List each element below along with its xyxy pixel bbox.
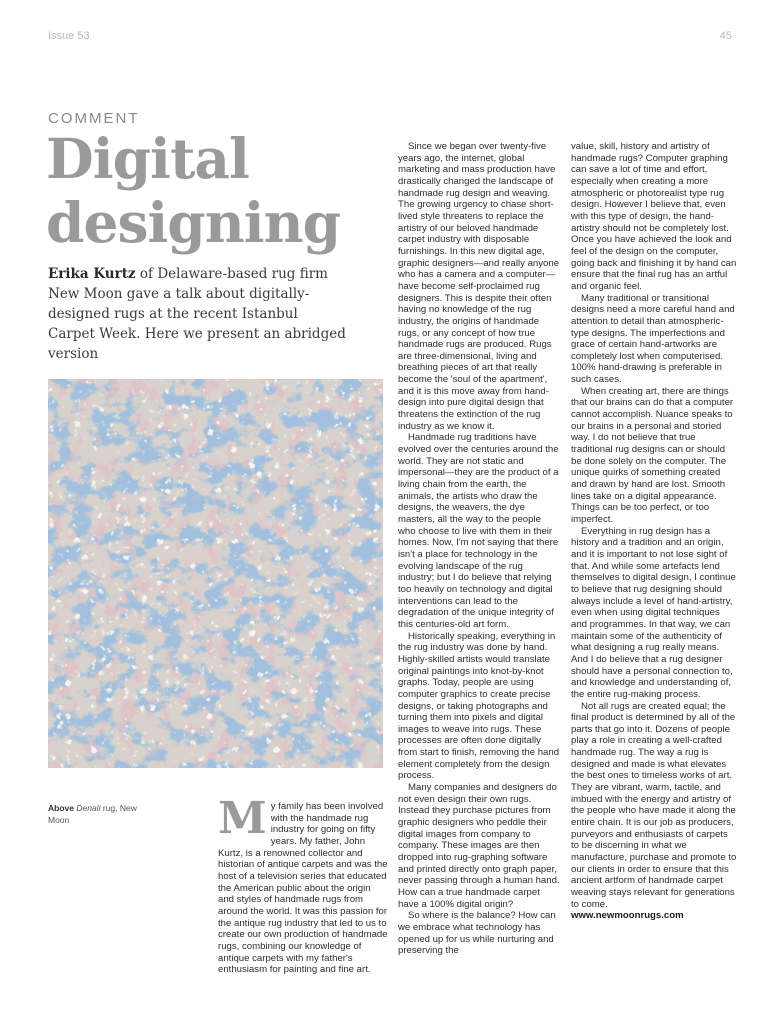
paragraph: So where is the balance? How can we embrace what technology has opened up for us while nurturing and preserving the bbox=[398, 910, 556, 957]
rug-photo bbox=[48, 379, 383, 768]
caption-text: rug, New Moon bbox=[48, 803, 137, 825]
website-link[interactable]: www.newmoonrugs.com bbox=[571, 910, 684, 922]
issue-number: Issue 53 bbox=[48, 30, 90, 42]
body-column-1 bbox=[218, 793, 388, 976]
headline-line-2: designing bbox=[46, 190, 341, 255]
caption-label: Above bbox=[48, 803, 74, 813]
rug-image bbox=[48, 379, 383, 768]
headline bbox=[46, 127, 340, 255]
paragraph: Historically speaking, everything in the rug industry was done by hand. Highly-skilled artists would translate original paintings into knot-by-knot graphs. Today, people are using computer graphics to create precise designs, or taking photographs and turning them into pixels and digital images to weave into rugs. These processes are often done digitally from start to finish, removing the hand element completely from the design process. bbox=[398, 630, 560, 782]
drop-cap: M bbox=[218, 793, 267, 844]
paragraph: Many companies and designers do not even design their own rugs. Instead they purchase pictures from graphic designers who peddle their digital images from company to company. These images are then dropped into rug-graphing software and printed directly onto graph paper, never passing through a human hand. How can a true handmade carpet have a 100% digital origin? bbox=[398, 782, 560, 910]
standfirst-text: of Delaware-based rug firm New Moon gave a talk about digitally-designed rugs at the recent Istanbul Carpet Week. Here we present an abridged version bbox=[48, 266, 346, 362]
headline-line-1: Digital bbox=[46, 126, 249, 191]
paragraph: Everything in rug design has a history and a tradition and an origin, and it is important to not lose sight of that. And while some artefacts lend themselves to digital design, I continue to believe that rug designing should always include a level of hand-artistry, even when using digital techniques and programmes. In that way, we can maintain some of the authenticity of what designing a rug really means. And I do believe that a rug designer should have a personal connection to, and knowledge and understanding of, the entire rug-making process. bbox=[571, 525, 736, 700]
paragraph: Many traditional or transitional designs need a more careful hand and attention to detail than atmospheric-type designs. The imperfections and grace of certain hand-artworks are completely lost when computerised. 100% hand-drawing is preferable in such cases. bbox=[571, 292, 735, 386]
paragraph: y family has been involved with the handmade rug industry for going on fifty years. My father, John Kurtz, is a renowned collector and historian of antique carpets and was the host of a television series that educated the American public about the origin and styles of handmade rugs from around the world. It was this passion for the antique rug industry that led to us to create our own production of handmade rugs, combining our knowledge of antique carpets with my father's enthusiasm for painting and fine art. bbox=[218, 801, 388, 976]
body-column-2 bbox=[398, 141, 561, 957]
paragraph: Handmade rug traditions have evolved over the centuries around the world. They are not static and impersonal—they are the product of a living chain from the earth, the animals, the artists who draw the designs, the weavers, the dye masters, all the way to the people who choose to live with them in their homes. Now, I'm not saying that there isn't a place for technology in the evolving landscape of the rug industry; but I do believe that relying too heavily on technology and digital interventions can lead to the degradation of the unique integrity of this centuries-old art form. bbox=[398, 432, 559, 630]
caption-rug-name: Denali bbox=[76, 803, 101, 813]
paragraph: value, skill, history and artistry of handmade rugs? Computer graphing can save a lot of time and effort, especially when creating a more atmospheric or photorealist type rug design. However I believe that, even with this type of design, the hand-artistry should not be completely lost. Once you have achieved the look and feel of the design on the computer, going back and finishing it by hand can ensure that the final rug has an artful and organic feel. bbox=[571, 141, 737, 292]
page-number: 45 bbox=[719, 30, 732, 42]
body-column-3 bbox=[571, 141, 737, 922]
paragraph: When creating art, there are things that our brains can do that a computer cannot accomplish. Nuance speaks to our brains in a personal and storied way. I do not believe that true traditional rug designs can or should be done solely on the computer. The unique quirks of something created and drawn by hand are lost. Smooth lines take on a digital appearance. Things can be too perfect, or too imperfect. bbox=[571, 385, 734, 525]
paragraph: Not all rugs are created equal; the final product is determined by all of the parts that go into it. Dozens of people play a role in creating a well-crafted handmade rug. The way a rug is designed and made is what elevates the best ones to timeless works of art. They are vibrant, warm, tactile, and imbued with the energy and artistry of the people who have made it along the entire chain. It is our job as producers, purveyors and enthusiasts of carpets to be discerning in what we manufacture, purchase and promote to our clients in order to ensure that this ancient artform of handmade carpet weaving stays relevant for generations to come. bbox=[571, 700, 737, 910]
paragraph: Since we began over twenty-five years ago, the internet, global marketing and mass production have drastically changed the landscape of handmade rug design and weaving. The growing urgency to chase short-lived style threatens to replace the artistry of our beloved handmade carpet industry with disposable furnishings. In this new digital age, graphic designers—and really anyone who has a camera and a computer—have become self-proclaimed rug designers. This is despite their often having no knowledge of the rug industry, the origins of handmade rugs, or any concept of how true handmade rugs are produced. Rugs are three-dimensional, living and breathing pieces of art that really become the 'soul of the apartment', and it is this move away from hand-design into pure digital design that threatens the extinction of the rug industry as we know it. bbox=[398, 141, 560, 432]
standfirst bbox=[48, 264, 348, 364]
photo-caption bbox=[48, 802, 148, 826]
section-label: COMMENT bbox=[48, 110, 140, 127]
author-name: Erika Kurtz bbox=[48, 266, 136, 282]
